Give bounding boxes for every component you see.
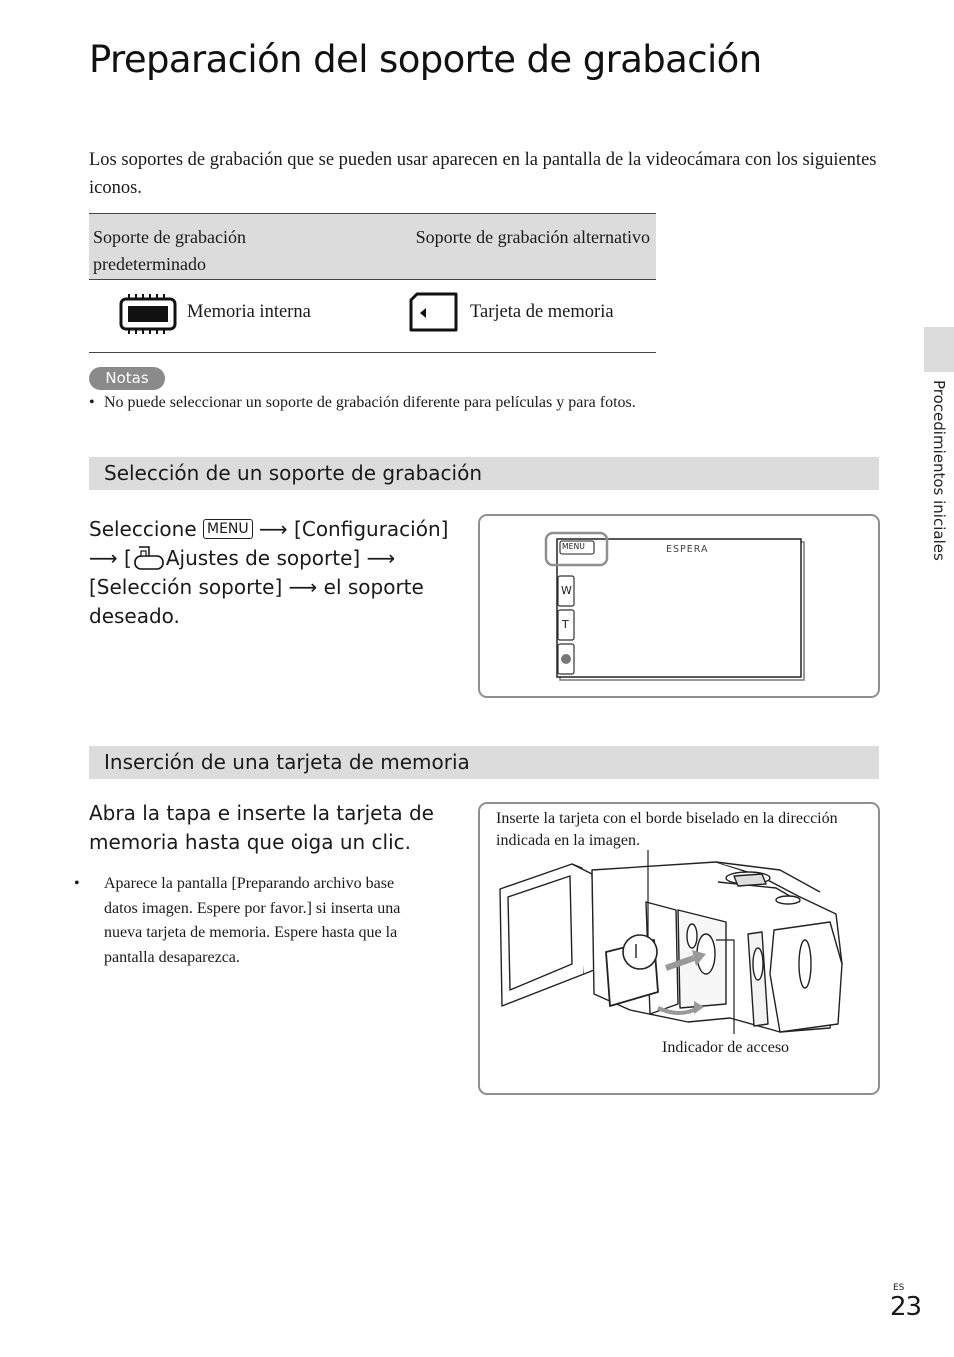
access-indicator-label: Indicador de acceso bbox=[662, 1039, 790, 1056]
media-table bbox=[89, 213, 656, 353]
header-alternative-media: Soporte de grabación alternativo bbox=[415, 227, 650, 247]
notes-badge: Notas bbox=[89, 367, 165, 390]
zoom-w-button: W bbox=[561, 584, 572, 597]
bullet-line: pantalla desaparezca. bbox=[104, 948, 240, 966]
bullet-icon: • bbox=[74, 875, 80, 892]
section-heading-text: Inserción de una tarjeta de memoria bbox=[104, 750, 470, 774]
step-text: Seleccione bbox=[89, 517, 197, 541]
page-title: Preparación del soporte de grabación bbox=[89, 38, 762, 81]
step-text: Ajustes de soporte] bbox=[165, 546, 361, 570]
intro-paragraph: Los soportes de grabación que se pueden usar aparecen en la pantalla de la videocámara con los siguientes iconos. bbox=[89, 150, 877, 198]
side-tab-marker bbox=[924, 327, 954, 372]
note-item bbox=[89, 392, 636, 414]
status-text: ESPERA bbox=[666, 544, 709, 555]
section-heading-text: Selección de un soporte de grabación bbox=[104, 461, 483, 485]
step-text: [Configuración] bbox=[294, 517, 449, 541]
media-table-header bbox=[89, 214, 656, 280]
section-heading-select-media bbox=[89, 457, 879, 490]
step-text: el soporte deseado. bbox=[89, 575, 424, 628]
menu-key: MENU bbox=[203, 519, 253, 539]
memory-card-label: Tarjeta de memoria bbox=[470, 302, 614, 322]
internal-memory-icon bbox=[119, 294, 177, 334]
insert-card-instructions: Abra la tapa e inserte la tarjeta de memoria hasta que oiga un clic. bbox=[89, 801, 434, 854]
language-code: ES bbox=[893, 1283, 905, 1293]
memory-card-icon bbox=[409, 292, 459, 332]
arrow-right-icon: ⟶ bbox=[89, 546, 118, 570]
section-heading-insert-card bbox=[89, 746, 879, 779]
insert-card-bullet bbox=[74, 872, 449, 970]
bullet-line: datos imagen. Espere por favor.] si inserta una bbox=[104, 899, 401, 917]
side-tab-label: Procedimientos iniciales bbox=[930, 380, 948, 561]
lcd-screen-figure bbox=[478, 514, 880, 698]
internal-memory-label: Memoria interna bbox=[187, 302, 311, 322]
step-text: [Selección soporte] bbox=[89, 575, 283, 599]
bullet-line: nueva tarjeta de memoria. Espere hasta que la bbox=[104, 924, 398, 941]
bullet-line: • Aparece la pantalla [Preparando archivo base bbox=[89, 872, 449, 897]
note-text: No puede seleccionar un soporte de grabación diferente para películas y para fotos. bbox=[104, 394, 636, 411]
figure-caption: Inserte la tarjeta con el borde biselado en la dirección indicada en la imagen. bbox=[496, 810, 838, 849]
step-text: [ bbox=[124, 546, 132, 570]
menu-button: MENU bbox=[562, 542, 586, 551]
arrow-right-icon: ⟶ bbox=[366, 546, 396, 570]
media-settings-icon bbox=[132, 544, 166, 570]
page-number: 23 bbox=[890, 1292, 922, 1322]
arrow-right-icon: ⟶ bbox=[288, 575, 318, 599]
lcd-screen-illustration bbox=[480, 516, 878, 696]
arrow-right-icon: ⟶ bbox=[259, 517, 288, 541]
header-default-media: Soporte de grabación predeterminado bbox=[93, 227, 246, 274]
bullet-icon: • bbox=[89, 394, 95, 411]
zoom-t-button: T bbox=[562, 618, 569, 631]
select-media-instructions bbox=[89, 515, 459, 631]
